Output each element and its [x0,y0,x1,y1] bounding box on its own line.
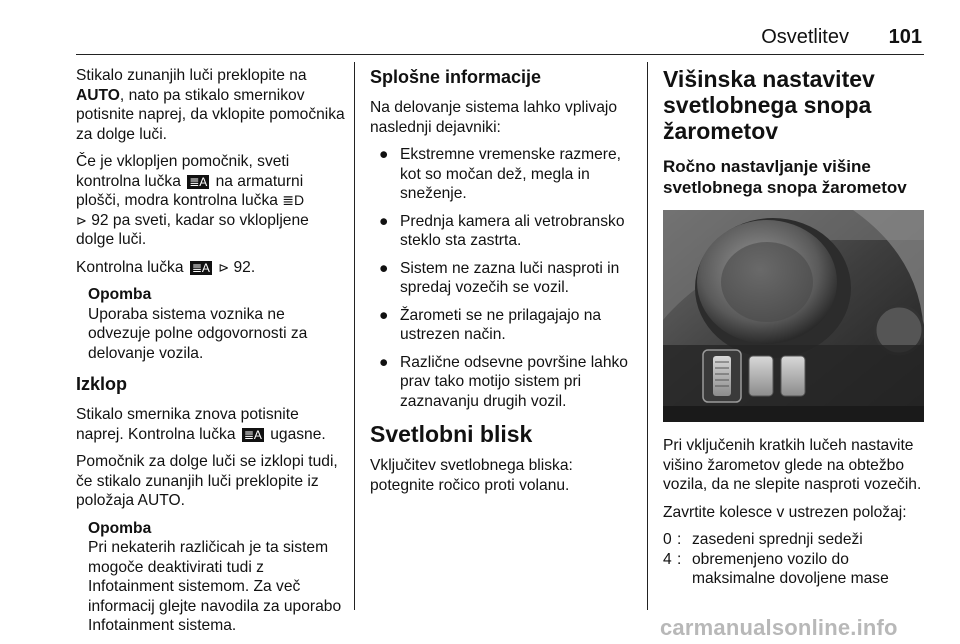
list-item: 4 : obremenjeno vozilo do maksimalne dovoljene mase [663,550,889,587]
note-box [88,519,348,636]
column-divider-1 [354,62,355,610]
auto-high-beam-indicator-icon: ≣A [191,260,210,275]
paragraph: Pri vključenih kratkih lučeh nastavite višino žarometov glede na obtežbo vozila, da ne slepite nasproti vozečih. [663,437,922,493]
heading-flash: Svetlobni blisk [370,421,533,447]
note-label: Opomba [88,519,152,537]
note-box [88,285,348,363]
paragraph: Na delovanje sistema lahko vplivajo naslednji dejavniki: [370,99,618,136]
list-item: ● Sistem ne zazna luči nasproti in spredaj vozečih se vozil. [379,259,620,296]
list-item: ● Ekstremne vremenske razmere, kot so močan dež, megla in sneženje. [379,146,621,202]
paragraph: Če je vklopljen pomočnik, sveti kontrolna lučka ≣A na armaturni plošči, modra kontrolna lučka ≣D ⊳ 92 pa sveti, kadar so vklopljene dolge luči. [76,153,309,248]
paragraph: Vključitev svetlobnega bliska: potegnite ročico proti volanu. [370,457,573,494]
paragraph: Stikalo smernika znova potisnite naprej. Kontrolna lučka ≣A ugasne. [76,406,326,443]
auto-high-beam-indicator-icon: ≣A [243,427,262,442]
heading-izklop: Izklop [76,374,128,394]
note-text: Uporaba sistema voznika ne odvezuje polne odgovornosti za delovanje vozila. [88,305,308,362]
section-title: Osvetlitev [761,26,849,48]
note-text: Pri nekaterih različicah je ta sistem mogoče deaktivirati tudi z Infotainment sistemom. Za več informacij glejte navodila za uporabo Infotainment sistema. [88,539,342,634]
column-1 [76,66,348,644]
paragraph: Pomočnik za dolge luči se izklopi tudi, če stikalo zunanjih luči preklopite iz položaja AUTO. [76,453,338,509]
page-reference-arrow-icon: ⊳ [76,212,87,228]
dashboard-photo [663,210,924,422]
column-2 [370,66,640,503]
column-3 [663,66,928,589]
watermark: carmanualsonline.info [660,615,898,640]
list-item: ● Žarometi se ne prilagajajo na ustrezen način. [379,306,602,343]
page-reference-arrow-icon: ⊳ [218,259,230,275]
paragraph: Stikalo zunanjih luči preklopite na AUTO, nato pa stikalo smernikov potisnite naprej, da vklopite pomočnika za dolge luči. [76,67,345,143]
page-number: 101 [888,26,922,48]
page-header [76,26,924,55]
high-beam-icon: ≣D [282,192,305,208]
heading-headlight-range: Višinska nastavitev svetlobnega snopa žarometov [663,66,875,144]
heading-manual-adjust: Ročno nastavljanje višine svetlobnega snopa žarometov [663,157,907,197]
paragraph: Zavrtite kolesce v ustrezen položaj: [663,503,907,521]
column-divider-2 [647,62,648,610]
paragraph: Kontrolna lučka ≣A ⊳ 92. [76,258,256,276]
heading-general-info: Splošne informacije [370,67,542,87]
auto-high-beam-indicator-icon: ≣A [189,174,208,189]
note-label: Opomba [88,286,152,303]
position-list [663,530,928,589]
list-item: 0 : zasedeni sprednji sedeži [663,531,863,548]
factor-list [370,145,640,411]
list-item: ● Različne odsevne površine lahko prav tako motijo sistem pri zaznavanju drugih vozil. [379,353,628,410]
list-item: ● Prednja kamera ali vetrobransko steklo sta zastrta. [379,212,625,249]
